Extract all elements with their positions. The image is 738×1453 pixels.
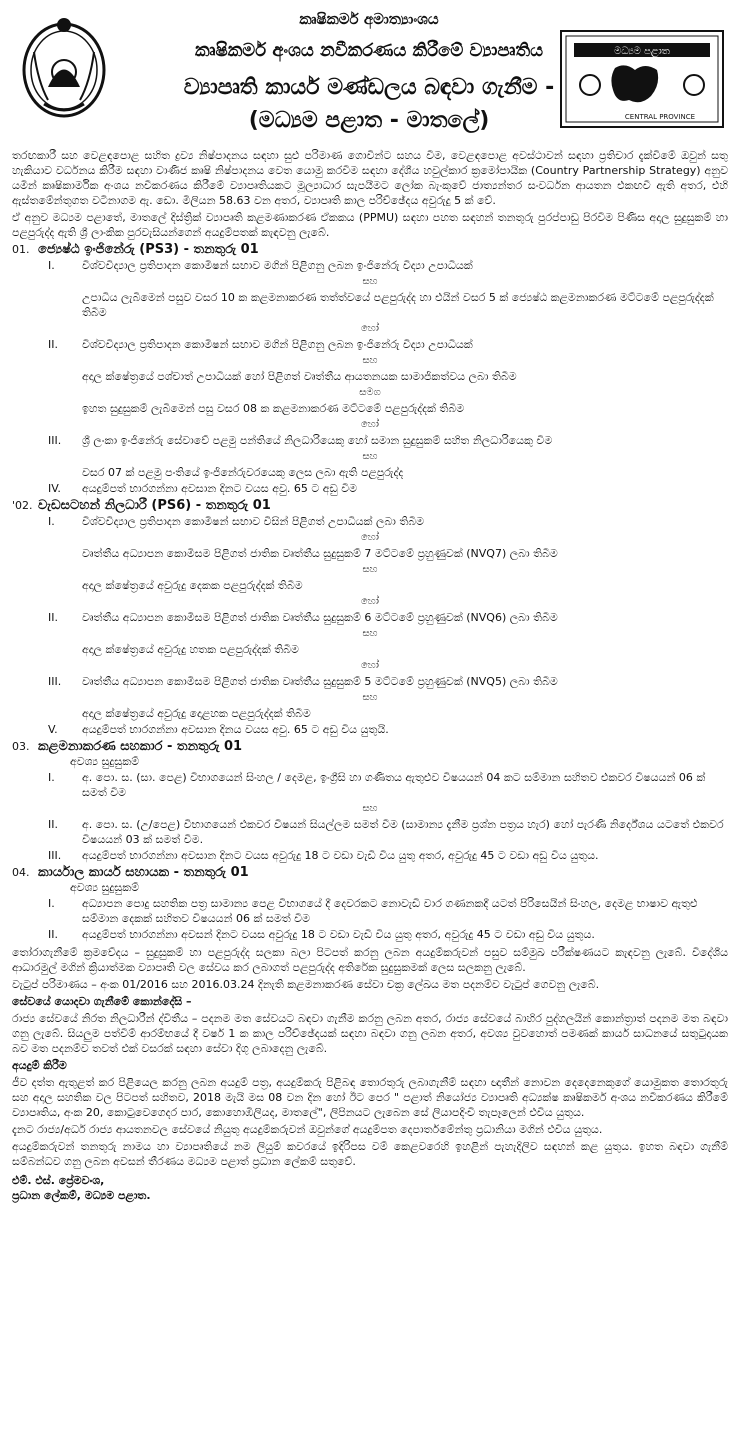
section-number: '02. <box>12 499 33 512</box>
item-numeral: V. <box>48 723 58 736</box>
service-conditions-heading: සේවයේ යොදවා ගැනීමේ කොන්දේසි – <box>12 995 192 1008</box>
section-subheading: අවශ්‍ය සුදුසුකම් <box>70 755 140 768</box>
application-paragraph-3: අයදුම්කරුවන් තනතුරු නාමය හා ව්‍යාපෘතියේ නම ලියුම් කවරයේ ඉදිරිපස වම් කෙළවරෙහි ඉහළින් පැහැදිලිව සඳහන් කළ යුතුය. ඉහත බඳවා ගැනීම් සම්බන්ධව ගනු ලබන අවසන් තීරණය මධ්‍යම පළාත් ප්‍රධාන ලේකම් සතුවේ. <box>12 1140 728 1168</box>
qualification-item <box>12 258 728 273</box>
condition-connector: සහ <box>362 564 378 575</box>
qualification-item <box>12 546 728 561</box>
condition-connector: සහ <box>362 803 378 814</box>
item-numeral: III. <box>48 675 62 688</box>
qualification-item <box>12 290 728 320</box>
condition-connector: හෝ <box>361 532 379 543</box>
service-conditions-paragraph: රාජ්‍ය සේවයේ නිරත නිලධාරීන් ද්විතීය – පදනම මත සේවයට බඳවා ගැනීම කරනු ලබන අතර, රාජ්‍ය සේවයේ බාහිර පුද්ගලයින් කොන්ත්‍රාත් පදනම මත බඳවා ගනු ලැබේ. සියලුම පත්වීම් ආරම්භයේ දී වර්ෂ 1 ක කාල පරිච්ඡේදයක් සඳහා බඳවා ගනු ලබන අතර, අවශ්‍ය වුවහොත් පමණක් කාර්ය සාධනයේ සතුටුදායක බව මත පදනම්ව තවත් එක් වසරක් සඳහා සේවා දිගු ලබාදෙනු ලැබේ. <box>12 1012 728 1055</box>
section-heading <box>12 242 728 257</box>
item-numeral: III. <box>48 434 62 447</box>
ministry-name: කෘෂිකර්ම අමාත්‍යාංශය <box>299 10 439 28</box>
application-paragraph-1: ජීව දත්ත ඇතුළත් කර පිළියෙල කරනු ලබන අයදුම් පත්‍ර, අයදුම්කරු පිළිබඳ තොරතුරු ලබාගැනීම් සඳහා ඥාතීන් නොවන දෙදෙනෙකුගේ යොමුකත තොරතුරු සහ අදාල සහතික වල පිටපත් සහිතව, 2018 මැයි මස 08 වන දින හෝ ඊට පෙර " පළාත් නියෝජ්‍ය ව්‍යාපෘති අධ්‍යක්ෂ කෘෂිකර්ම අංශය නවීකරණය කිරීමේ ව්‍යාපෘතිය, අංක 20, කොටුවෙගෙදර පාර, කොහොඹිලියද, මාතලේ", ලිපිනයට ලැබෙන සේ ලියාපදිංචි තැපෑලෙන් එවිය යුතුය. <box>12 1076 728 1119</box>
item-text: අ. පො. ස. (උ/පෙළ) විභාගයෙන් එකවර විෂයන් සියල්ලම සමත් වීම (සාමාන්‍ය දැනීම ප්‍රශ්න පත්‍රය හැර) හෝ පැරණි නිර්දේශය යටතේ එකවර විෂයයන් 03 ක් සමත් වීම. <box>82 818 724 846</box>
position-sections <box>12 242 728 942</box>
province-emblem-top-text: මධ්‍යම පළාත <box>614 46 670 57</box>
condition-connector: හෝ <box>361 596 379 607</box>
item-text: වෘත්තීය අධ්‍යාපන කොමිසම පිළිගත් ජාතික වෘත්තීය සුදුසුකම් 6 මට්ටමේ ප්‍රහුණුවක් (NVQ6) ලබා තිබීම <box>82 611 558 624</box>
qualification-item <box>12 642 728 657</box>
qualification-item <box>12 578 728 593</box>
province-emblem-bottom-text: CENTRAL PROVINCE <box>624 113 696 121</box>
item-text: විශ්වවිද්‍යාල ප්‍රතිපාදන කොමිෂන් සභාව විසින් පිළිගත් උපාධියක් ලබා තිබීම <box>82 515 425 528</box>
item-numeral: II. <box>48 611 58 624</box>
condition-connector: සහ <box>362 451 378 462</box>
qualification-item <box>12 610 728 625</box>
qualification-item <box>12 514 728 529</box>
item-text: උපාධිය ලැබීමෙන් පසුව වසර 10 ක කළමනාකරණ තත්ත්වයේ පළපුරුද්ද හා එයින් වසර 5 ක් ජ්‍යෙෂ්ඨ කළමනාකරණ මට්ටමේ පළපුරුද්දක් තිබීම <box>82 291 714 319</box>
section-heading <box>12 739 728 754</box>
item-numeral: III. <box>48 849 62 862</box>
condition-connector: සමග <box>359 387 381 398</box>
item-text: අයදුම්පත් භාරගන්නා අවසාන දිනට වයස අවුරුදු 18 ට වඩා වැඩි විය යුතු අතර, අවුරුදු 45 ට වඩා අඩු විය යුතුය. <box>82 849 599 862</box>
item-numeral: II. <box>48 928 58 941</box>
section-number: 03. <box>12 740 30 753</box>
item-numeral: II. <box>48 338 58 351</box>
qualification-item <box>12 770 728 800</box>
application-heading: අයදුම් කිරීම <box>12 1059 67 1072</box>
item-text: අදාල ක්ෂේත්‍රයේ අවුරුදු දොළහක පළපුරුද්දක් තිබීම <box>82 707 311 720</box>
section-heading <box>12 865 728 880</box>
advert-title-line2: (මධ්‍යම පළාත - මාතලේ) <box>248 108 490 133</box>
qualification-item <box>12 706 728 721</box>
signer-title: ප්‍රධාන ලේකම්, මධ්‍යම පළාත. <box>12 1189 151 1202</box>
project-name: කෘෂිකර්ම අංශය නවීකරණය කිරීමේ ව්‍යාපෘතිය <box>194 40 544 61</box>
header <box>0 0 738 140</box>
advert-body <box>12 148 728 1203</box>
item-text: අයදුම්පත් භාරගන්නා අවසන් දිනට වයස අවුරුදු 18 ට වඩා වැඩි විය යුතු අතර, අවුරුදු 45 ට වඩා අඩු විය යුතුය. <box>82 928 595 941</box>
selection-paragraph: තෝරාගැනීමේ ක්‍රමවේදය – සුදුසුකම් හා පළපුරුද්ද සලකා බලා පිටපත් කරනු ලබන අයදුම්කරුවන් පසුව සම්මුඛ පරීක්ෂණයට කැඳවනු ලැබේ. විදේශීය ආධාරමුල් මගින් ක්‍රියාත්මක ව්‍යාපෘති වල සේවය කර ලබාගත් පළපුරුද්ද අතිරේක සුදුසුකමක් ලෙස සලකනු ලැබේ. <box>12 946 728 974</box>
item-text: අදාල ක්ෂේත්‍රයේ පශ්චාත් උපාධියක් හෝ පිළිගත් වෘත්තීය ආයතනයක සාමාජිකත්වය ලබා තිබීම <box>82 370 517 383</box>
item-text: අයදුම්පත් භාරගන්නා අවසාන දිනය වයස අවු. 65 ට අඩු විය යුතුයි. <box>82 723 389 736</box>
intro-paragraph-1: තරඟකාරී සහ වෙළඳපොළ සහිත ද්‍රව්‍ය නිෂ්පාදනය සඳහා සුළු පරිමාණ ගොවීන්ට සහය වීම, වෙළඳපොළ අවස්ථාවන් සඳහා ප්‍රතිචාර දැක්වීමේ ඔවුන් සතු හැකියාව වර්ධනය කිරීම සඳහා වාණිජ කෘෂි නිෂ්පාදනය වෙත යොමු කරවීම සඳහා දේශීය හවුල්කාර ක්‍රමෝපායික (Country Partnership Strategy) අනුව යමින් කෘෂිකාර්මික අංශය නවීකරණය කිරීමේ ව්‍යාපෘතියකට මූල්‍යාධාර සැපයීමට ලෝක බැංකුවේ ජාත්‍යන්තර සංවර්ධන ආයතන එකඟවී ඇති අතර, එහි ඇස්තමේන්තුගත වටිනාගම ඇ. ඩො. මිලියන 58.63 වන අතර, ව්‍යාපෘති කාල පරිච්ඡේදය අවුරුදු 5 ක් වේ. <box>12 149 728 207</box>
section-subheading: අවශ්‍ය සුදුසුකම් <box>70 881 140 894</box>
signer-name: එම්. එස්. ප්‍රේමවංශ, <box>12 1174 105 1187</box>
qualification-item <box>12 433 728 448</box>
item-text: අයදුම්පත් භාරගන්නා අවසාන දිනට වයස අවු. 65 ට අඩු වීම <box>82 482 358 495</box>
item-text: වෘත්තීය අධ්‍යාපන කොමිසම පිළිගත් ජාතික වෘත්තීය සුදුසුකම් 7 මට්ටමේ ප්‍රහුණුවක් (NVQ7) ලබා තිබීම <box>82 547 558 560</box>
item-text: වෘත්තීය අධ්‍යාපන කොමිසම පිළිගත් ජාතික වෘත්තීය සුදුසුකම් 5 මට්ටමේ ප්‍රහුණුවක් (NVQ5) ලබා තිබීම <box>82 675 558 688</box>
intro-paragraph-2: ඒ අනුව මධ්‍යම පළාතේ, මාතලේ දිස්ත්‍රික් ව්‍යාපෘති කළමණාකරණ ඒකකය (PPMU) සඳහා පහත සඳහන් තනතුරු පුරප්පාඩු පිරවීම පිණිස අදාල සුදුසුකම් හා පළපුරුද්ද ඇති ශ්‍රී ලාංකික පුරවැසියන්ගෙන් අයදුම්පතක් කැඳවනු ලැබේ. <box>12 211 728 239</box>
application-paragraph-2: දැනට රාජ්‍ය/අර්ධ රාජ්‍ය ආයතනවල සේවයේ නියුතු අයදුම්කරුවන් ඔවුන්ගේ අයදුම්පත දෙපාර්තමේන්තු ප්‍රධානියා මගින් එවිය යුතුය. <box>12 1123 603 1136</box>
qualification-item <box>12 465 728 480</box>
section-title: කළමනාකරණ සහකාර - තනතුරු 01 <box>38 739 243 754</box>
qualification-item <box>12 481 728 496</box>
qualification-item <box>12 674 728 689</box>
item-numeral: I. <box>48 259 55 272</box>
section-title: කාර්යාල කාර්ය සහායක - තනතුරු 01 <box>38 865 249 880</box>
salary-paragraph: වැටුප් පරිමාණය – අංක 01/2016 සහ 2016.03.24 දිනැති කළමනාකරණ සේවා චක්‍ර ලේඛය මත පදනම්ව වැටුප් ගෙවනු ලැබේ. <box>12 978 600 991</box>
qualification-item <box>12 927 728 942</box>
condition-connector: සහ <box>362 628 378 639</box>
item-numeral: II. <box>48 818 58 831</box>
advert-title-line1: ව්‍යාපෘති කාර්ය මණ්ඩලය බඳවා ගැනීම - <box>183 75 555 100</box>
condition-connector: සහ <box>362 692 378 703</box>
item-text: අ. පො. ස. (සා. පෙළ) විභාගයෙන් සිංහල / දෙමළ, ඉංග්‍රීසි හා ගණිතය ඇතුළුව විෂයයන් 04 කට සම්මාන සහිතව එකවර විෂයයන් 06 ක් සමත් වීම <box>82 771 706 799</box>
qualification-item <box>12 337 728 352</box>
section-title: ජ්‍යෙෂ්ඨ ඉංජිනේරු (PS3) - තනතුරු 01 <box>38 242 259 257</box>
qualification-item <box>12 896 728 926</box>
item-numeral: I. <box>48 515 55 528</box>
section-heading <box>12 498 728 513</box>
item-text: ඉහත සුදුසුකම් ලැබීමෙන් පසු වසර 08 ක කළමනාකරණ මට්ටමේ පළපුරුද්දක් තිබීම <box>82 402 465 415</box>
condition-connector: හෝ <box>361 419 379 430</box>
item-text: වසර 07 ක් පළමු පංතියේ ඉංජිනේරුවරයෙකු ලෙස ලබා ඇති පළපුරුද්ද <box>82 466 404 479</box>
item-text: විශ්වවිද්‍යාල ප්‍රතිපාදන කොමිෂන් සභාව මගින් පිළිගනු ලබන ඉංජිනේරු විද්‍යා උපාධියක් <box>82 338 473 351</box>
condition-connector: සහ <box>362 276 378 287</box>
item-text: අදාල ක්ෂේත්‍රයේ අවුරුදු දෙකක පළපුරුද්දක් තිබීම <box>82 579 303 592</box>
item-numeral: IV. <box>48 482 61 495</box>
item-numeral: I. <box>48 897 55 910</box>
item-text: අධ්‍යාපන පොදු සහතික පත්‍ර සාමාන්‍ය පෙළ විභාගයේ දී දෙවරකට නොවැඩි වාර ගණනකදී යටත් පිරිසෙයින් සිංහල, දෙමළ භාෂාව ඇතුළු සම්මාන දෙකක් සහිතව විෂයයන් 06 ක් සමත් වීම <box>82 897 698 925</box>
qualification-item <box>12 401 728 416</box>
section-number: 01. <box>12 243 30 256</box>
qualification-item <box>12 369 728 384</box>
section-title: වැඩසටහන් නිලධාරී (PS6) - තනතුරු 01 <box>38 498 271 513</box>
section-number: 04. <box>12 866 30 879</box>
qualification-item <box>12 817 728 847</box>
item-text: ශ්‍රී ලංකා ඉංජිනේරු සේවාවේ පළමු පන්තියේ නිලධාරියෙකු හෝ සමාන සුදුසුකම් සහිත නිලධාරියෙකු වීම <box>82 434 553 447</box>
qualification-item <box>12 722 728 737</box>
item-text: විශ්වවිද්‍යාල ප්‍රතිපාදන කොමිෂන් සභාව මගින් පිළිගනු ලබන ඉංජිනේරු විද්‍යා උපාධියක් <box>82 259 473 272</box>
condition-connector: සහ <box>362 355 378 366</box>
item-text: අදාල ක්ෂේත්‍රයේ අවුරුදු හතක පළපුරුද්දක් තිබීම <box>82 643 299 656</box>
item-numeral: I. <box>48 771 55 784</box>
condition-connector: හෝ <box>361 660 379 671</box>
qualification-item <box>12 848 728 863</box>
condition-connector: හෝ <box>361 323 379 334</box>
central-province-emblem <box>560 30 724 128</box>
